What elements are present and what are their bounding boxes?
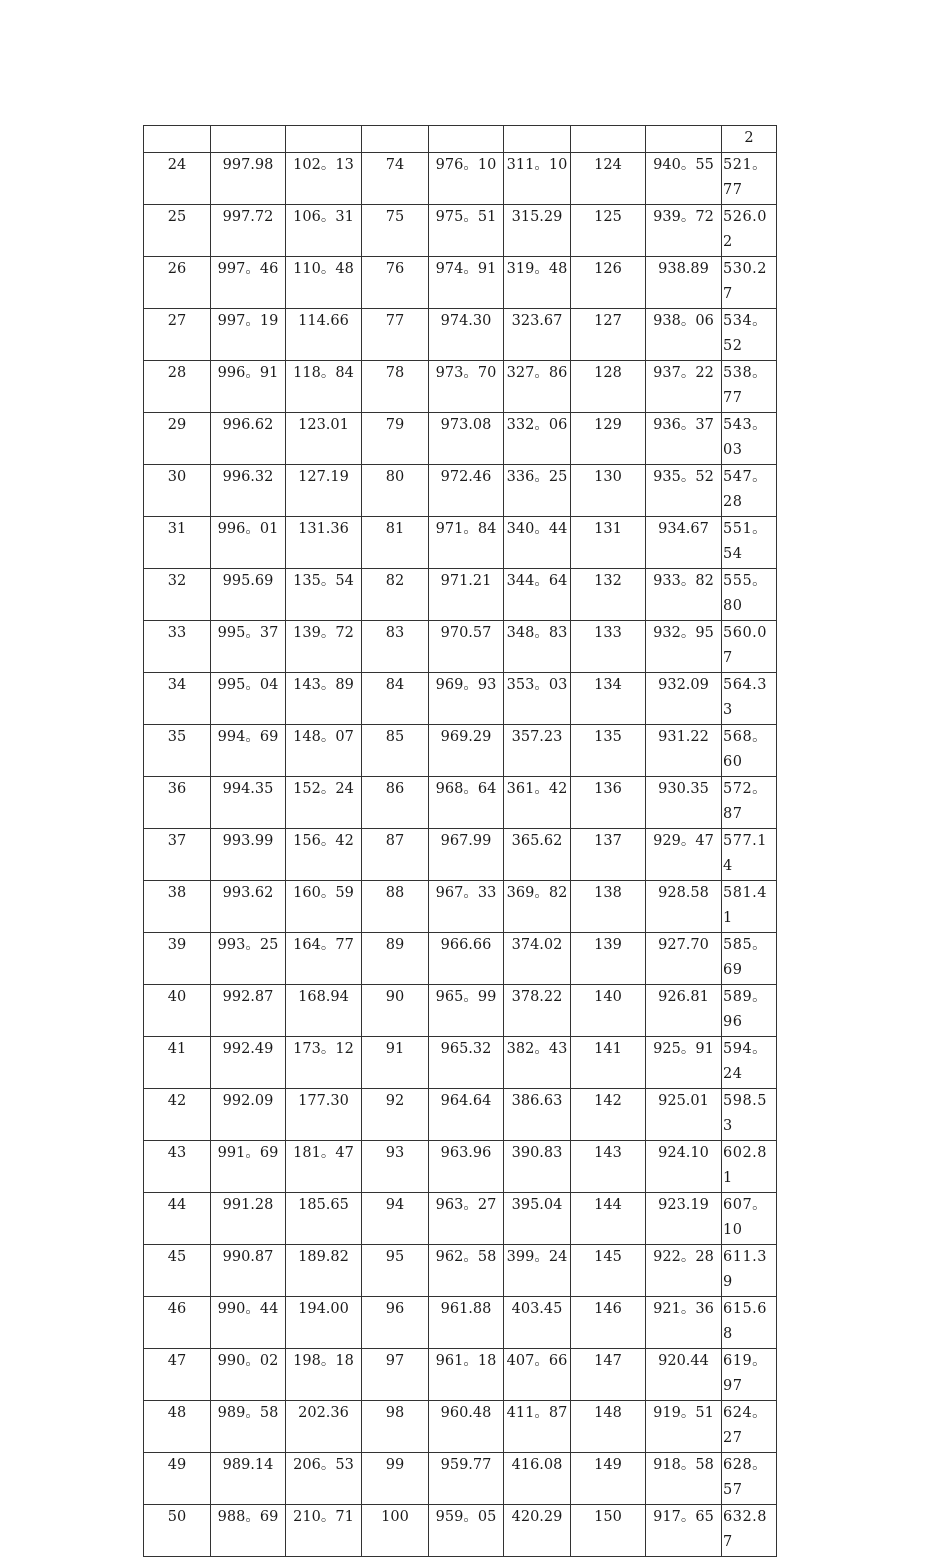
table-cell: 577.14 (722, 828, 777, 880)
table-cell: 547。28 (722, 464, 777, 516)
table-cell: 127 (571, 308, 646, 360)
table-cell: 964.64 (429, 1088, 504, 1140)
table-cell: 932.09 (646, 672, 722, 724)
table-cell: 91 (362, 1036, 429, 1088)
table-cell: 534。52 (722, 308, 777, 360)
table-cell: 93 (362, 1140, 429, 1192)
table-cell: 628。57 (722, 1452, 777, 1504)
table-cell: 997。46 (211, 256, 286, 308)
table-cell: 156。42 (286, 828, 362, 880)
table-cell: 917。65 (646, 1504, 722, 1556)
table-cell: 581.41 (722, 880, 777, 932)
table-cell: 918。58 (646, 1452, 722, 1504)
table-cell (429, 126, 504, 153)
table-cell: 160。59 (286, 880, 362, 932)
table-cell: 118。84 (286, 360, 362, 412)
table-cell: 925。91 (646, 1036, 722, 1088)
table-cell: 420.29 (504, 1504, 571, 1556)
table-cell: 33 (144, 620, 211, 672)
table-row (144, 1452, 777, 1504)
table-cell: 45 (144, 1244, 211, 1296)
table-cell: 925.01 (646, 1088, 722, 1140)
table-cell: 607。10 (722, 1192, 777, 1244)
table-row (144, 1400, 777, 1452)
table-row (144, 672, 777, 724)
table-body (144, 126, 777, 1557)
table-cell: 973。70 (429, 360, 504, 412)
table-cell: 990。02 (211, 1348, 286, 1400)
table-cell: 327。86 (504, 360, 571, 412)
table-cell: 589。96 (722, 984, 777, 1036)
table-cell: 990.87 (211, 1244, 286, 1296)
table-cell: 993.62 (211, 880, 286, 932)
table-cell: 106。31 (286, 204, 362, 256)
table-cell: 602.81 (722, 1140, 777, 1192)
table-cell: 141 (571, 1036, 646, 1088)
table-cell: 995。37 (211, 620, 286, 672)
table-cell: 90 (362, 984, 429, 1036)
table-cell: 35 (144, 724, 211, 776)
table-cell: 988。69 (211, 1504, 286, 1556)
table-cell: 94 (362, 1192, 429, 1244)
table-cell: 100 (362, 1504, 429, 1556)
table-cell: 997.98 (211, 152, 286, 204)
table-row (144, 568, 777, 620)
table-cell (144, 126, 211, 153)
table-cell: 2 (722, 126, 777, 153)
table-cell: 133 (571, 620, 646, 672)
table-cell: 143 (571, 1140, 646, 1192)
table-cell: 43 (144, 1140, 211, 1192)
table-cell: 530.27 (722, 256, 777, 308)
table-cell: 940。55 (646, 152, 722, 204)
table-row (144, 880, 777, 932)
table-cell: 28 (144, 360, 211, 412)
table-row (144, 412, 777, 464)
table-cell: 26 (144, 256, 211, 308)
table-cell: 994.35 (211, 776, 286, 828)
table-cell: 997。19 (211, 308, 286, 360)
table-cell: 42 (144, 1088, 211, 1140)
table-cell: 923.19 (646, 1192, 722, 1244)
table-row (144, 1504, 777, 1556)
table-cell: 315.29 (504, 204, 571, 256)
table-cell: 311。10 (504, 152, 571, 204)
table-cell: 976。10 (429, 152, 504, 204)
table-cell: 41 (144, 1036, 211, 1088)
table-row (144, 620, 777, 672)
table-cell: 152。24 (286, 776, 362, 828)
table-cell: 989.14 (211, 1452, 286, 1504)
table-cell: 564.33 (722, 672, 777, 724)
table-row (144, 776, 777, 828)
table-cell: 961。18 (429, 1348, 504, 1400)
table-cell: 140 (571, 984, 646, 1036)
table-cell: 357.23 (504, 724, 571, 776)
table-cell: 968。64 (429, 776, 504, 828)
table-cell: 572。87 (722, 776, 777, 828)
table-cell: 348。83 (504, 620, 571, 672)
table-cell: 149 (571, 1452, 646, 1504)
table-cell: 403.45 (504, 1296, 571, 1348)
table-cell: 560.07 (722, 620, 777, 672)
table-cell: 619。97 (722, 1348, 777, 1400)
table-cell: 594。24 (722, 1036, 777, 1088)
table-cell: 361。42 (504, 776, 571, 828)
table-cell: 991.28 (211, 1192, 286, 1244)
table-cell: 143。89 (286, 672, 362, 724)
table-cell: 996.62 (211, 412, 286, 464)
table-cell: 962。58 (429, 1244, 504, 1296)
table-cell: 395.04 (504, 1192, 571, 1244)
table-cell: 49 (144, 1452, 211, 1504)
table-cell: 970.57 (429, 620, 504, 672)
table-cell: 969。93 (429, 672, 504, 724)
table-cell: 967。33 (429, 880, 504, 932)
table-row (144, 516, 777, 568)
table-cell: 139。72 (286, 620, 362, 672)
table-cell: 131 (571, 516, 646, 568)
table-cell: 960.48 (429, 1400, 504, 1452)
table-cell: 102。13 (286, 152, 362, 204)
table-cell: 185.65 (286, 1192, 362, 1244)
table-cell: 975。51 (429, 204, 504, 256)
table-cell: 972.46 (429, 464, 504, 516)
table-cell: 994。69 (211, 724, 286, 776)
table-cell: 50 (144, 1504, 211, 1556)
table-cell: 46 (144, 1296, 211, 1348)
table-cell: 139 (571, 932, 646, 984)
table-cell: 386.63 (504, 1088, 571, 1140)
table-cell: 927.70 (646, 932, 722, 984)
table-cell: 931.22 (646, 724, 722, 776)
table-cell: 110。48 (286, 256, 362, 308)
table-cell: 924.10 (646, 1140, 722, 1192)
table-cell: 969.29 (429, 724, 504, 776)
table-row (144, 1348, 777, 1400)
table-cell: 97 (362, 1348, 429, 1400)
table-cell: 125 (571, 204, 646, 256)
table-cell: 390.83 (504, 1140, 571, 1192)
table-cell: 129 (571, 412, 646, 464)
table-cell: 965.32 (429, 1036, 504, 1088)
table-cell: 81 (362, 516, 429, 568)
table-cell: 39 (144, 932, 211, 984)
table-cell: 996。01 (211, 516, 286, 568)
table-cell: 919。51 (646, 1400, 722, 1452)
table-cell: 127.19 (286, 464, 362, 516)
table-cell: 37 (144, 828, 211, 880)
table-cell: 967.99 (429, 828, 504, 880)
table-cell (571, 126, 646, 153)
table-cell (646, 126, 722, 153)
data-table (143, 125, 777, 1557)
table-cell: 168.94 (286, 984, 362, 1036)
table-cell: 181。47 (286, 1140, 362, 1192)
table-row (144, 360, 777, 412)
table-cell: 995。04 (211, 672, 286, 724)
table-cell: 130 (571, 464, 646, 516)
table-cell: 177.30 (286, 1088, 362, 1140)
table-cell: 323.67 (504, 308, 571, 360)
table-row (144, 152, 777, 204)
table-row (144, 724, 777, 776)
table-cell: 543。03 (722, 412, 777, 464)
table-cell: 144 (571, 1192, 646, 1244)
table-cell: 920.44 (646, 1348, 722, 1400)
table-cell: 145 (571, 1244, 646, 1296)
table-cell: 992.87 (211, 984, 286, 1036)
table-cell (286, 126, 362, 153)
table-cell: 135 (571, 724, 646, 776)
table-cell: 206。53 (286, 1452, 362, 1504)
table-cell: 937。22 (646, 360, 722, 412)
table-cell: 78 (362, 360, 429, 412)
table-cell: 974。91 (429, 256, 504, 308)
table-cell: 89 (362, 932, 429, 984)
table-cell: 996.32 (211, 464, 286, 516)
table-cell: 959。05 (429, 1504, 504, 1556)
table-cell: 85 (362, 724, 429, 776)
table-row (144, 1192, 777, 1244)
table-cell: 971。84 (429, 516, 504, 568)
table-cell: 585。69 (722, 932, 777, 984)
table-cell: 996。91 (211, 360, 286, 412)
table-cell: 98 (362, 1400, 429, 1452)
table-row (144, 984, 777, 1036)
table-cell: 929。47 (646, 828, 722, 880)
table-cell: 399。24 (504, 1244, 571, 1296)
table-cell: 40 (144, 984, 211, 1036)
table-cell: 132 (571, 568, 646, 620)
table-cell: 36 (144, 776, 211, 828)
table-cell: 31 (144, 516, 211, 568)
table-cell: 319。48 (504, 256, 571, 308)
table-cell: 922。28 (646, 1244, 722, 1296)
table-cell: 928.58 (646, 880, 722, 932)
table-cell: 926.81 (646, 984, 722, 1036)
table-cell: 189.82 (286, 1244, 362, 1296)
table-cell: 963.96 (429, 1140, 504, 1192)
table-cell: 365.62 (504, 828, 571, 880)
table-cell: 88 (362, 880, 429, 932)
table-cell: 148 (571, 1400, 646, 1452)
table-cell: 99 (362, 1452, 429, 1504)
table-cell: 598.53 (722, 1088, 777, 1140)
table-cell: 336。25 (504, 464, 571, 516)
table-cell: 79 (362, 412, 429, 464)
table-cell (362, 126, 429, 153)
table-cell: 84 (362, 672, 429, 724)
table-cell: 374.02 (504, 932, 571, 984)
table-cell: 992.09 (211, 1088, 286, 1140)
table-cell: 138 (571, 880, 646, 932)
table-cell: 27 (144, 308, 211, 360)
table-row (144, 1088, 777, 1140)
table-row (144, 1244, 777, 1296)
table-cell: 95 (362, 1244, 429, 1296)
table-cell: 114.66 (286, 308, 362, 360)
table-row (144, 1036, 777, 1088)
table-cell: 148。07 (286, 724, 362, 776)
table-cell: 933。82 (646, 568, 722, 620)
table-cell: 29 (144, 412, 211, 464)
table-row (144, 464, 777, 516)
table-cell: 92 (362, 1088, 429, 1140)
table-cell: 24 (144, 152, 211, 204)
table-cell: 939。72 (646, 204, 722, 256)
table-cell: 150 (571, 1504, 646, 1556)
table-cell: 382。43 (504, 1036, 571, 1088)
table-cell: 135。54 (286, 568, 362, 620)
table-cell: 96 (362, 1296, 429, 1348)
table-cell: 164。77 (286, 932, 362, 984)
table-cell: 332。06 (504, 412, 571, 464)
table-cell: 74 (362, 152, 429, 204)
table-cell: 624。27 (722, 1400, 777, 1452)
table-row (144, 1296, 777, 1348)
table-cell: 202.36 (286, 1400, 362, 1452)
table-cell: 411。87 (504, 1400, 571, 1452)
table-cell: 44 (144, 1192, 211, 1244)
table-cell: 555。80 (722, 568, 777, 620)
table-cell: 47 (144, 1348, 211, 1400)
table-cell: 990。44 (211, 1296, 286, 1348)
table-cell: 615.68 (722, 1296, 777, 1348)
table-cell: 134 (571, 672, 646, 724)
table-cell: 344。64 (504, 568, 571, 620)
table-cell: 973.08 (429, 412, 504, 464)
table-cell: 971.21 (429, 568, 504, 620)
table-cell: 993。25 (211, 932, 286, 984)
table-row (144, 126, 777, 153)
table-cell: 932。95 (646, 620, 722, 672)
table-cell: 340。44 (504, 516, 571, 568)
table-cell: 80 (362, 464, 429, 516)
table-cell: 995.69 (211, 568, 286, 620)
table-cell: 83 (362, 620, 429, 672)
table-cell: 142 (571, 1088, 646, 1140)
table-cell: 124 (571, 152, 646, 204)
table-cell: 76 (362, 256, 429, 308)
table-cell: 965。99 (429, 984, 504, 1036)
table-cell: 32 (144, 568, 211, 620)
table-cell: 959.77 (429, 1452, 504, 1504)
table-cell: 25 (144, 204, 211, 256)
table-cell: 568。60 (722, 724, 777, 776)
table-cell: 126 (571, 256, 646, 308)
table-cell: 128 (571, 360, 646, 412)
table-cell: 991。69 (211, 1140, 286, 1192)
table-cell: 538。77 (722, 360, 777, 412)
table-cell: 378.22 (504, 984, 571, 1036)
table-cell: 997.72 (211, 204, 286, 256)
table-cell: 521。77 (722, 152, 777, 204)
table-cell (504, 126, 571, 153)
table-cell: 38 (144, 880, 211, 932)
table-cell: 34 (144, 672, 211, 724)
table-cell: 936。37 (646, 412, 722, 464)
table-cell: 934.67 (646, 516, 722, 568)
table-cell: 77 (362, 308, 429, 360)
table-cell (211, 126, 286, 153)
table-cell: 82 (362, 568, 429, 620)
table-cell: 198。18 (286, 1348, 362, 1400)
table-cell: 136 (571, 776, 646, 828)
table-row (144, 204, 777, 256)
table-cell: 963。27 (429, 1192, 504, 1244)
table-cell: 131.36 (286, 516, 362, 568)
table-cell: 30 (144, 464, 211, 516)
table-cell: 137 (571, 828, 646, 880)
table-cell: 87 (362, 828, 429, 880)
table-cell: 86 (362, 776, 429, 828)
table-cell: 210。71 (286, 1504, 362, 1556)
table-cell: 369。82 (504, 880, 571, 932)
table-cell: 938.89 (646, 256, 722, 308)
table-cell: 194.00 (286, 1296, 362, 1348)
table-cell: 961.88 (429, 1296, 504, 1348)
table-cell: 551。54 (722, 516, 777, 568)
table-row (144, 256, 777, 308)
table-cell: 966.66 (429, 932, 504, 984)
table-cell: 123.01 (286, 412, 362, 464)
table-cell: 989。58 (211, 1400, 286, 1452)
table-cell: 416.08 (504, 1452, 571, 1504)
table-row (144, 828, 777, 880)
table-cell: 993.99 (211, 828, 286, 880)
table-cell: 526.02 (722, 204, 777, 256)
table-cell: 632.87 (722, 1504, 777, 1556)
table-cell: 611.39 (722, 1244, 777, 1296)
table-row (144, 308, 777, 360)
table-row (144, 1140, 777, 1192)
table-cell: 921。36 (646, 1296, 722, 1348)
table-cell: 147 (571, 1348, 646, 1400)
table-cell: 938。06 (646, 308, 722, 360)
table-cell: 75 (362, 204, 429, 256)
table-cell: 407。66 (504, 1348, 571, 1400)
table-cell: 146 (571, 1296, 646, 1348)
table-row (144, 932, 777, 984)
table-cell: 48 (144, 1400, 211, 1452)
table-cell: 935。52 (646, 464, 722, 516)
table-cell: 974.30 (429, 308, 504, 360)
table-cell: 353。03 (504, 672, 571, 724)
table-cell: 930.35 (646, 776, 722, 828)
table-cell: 173。12 (286, 1036, 362, 1088)
table-cell: 992.49 (211, 1036, 286, 1088)
